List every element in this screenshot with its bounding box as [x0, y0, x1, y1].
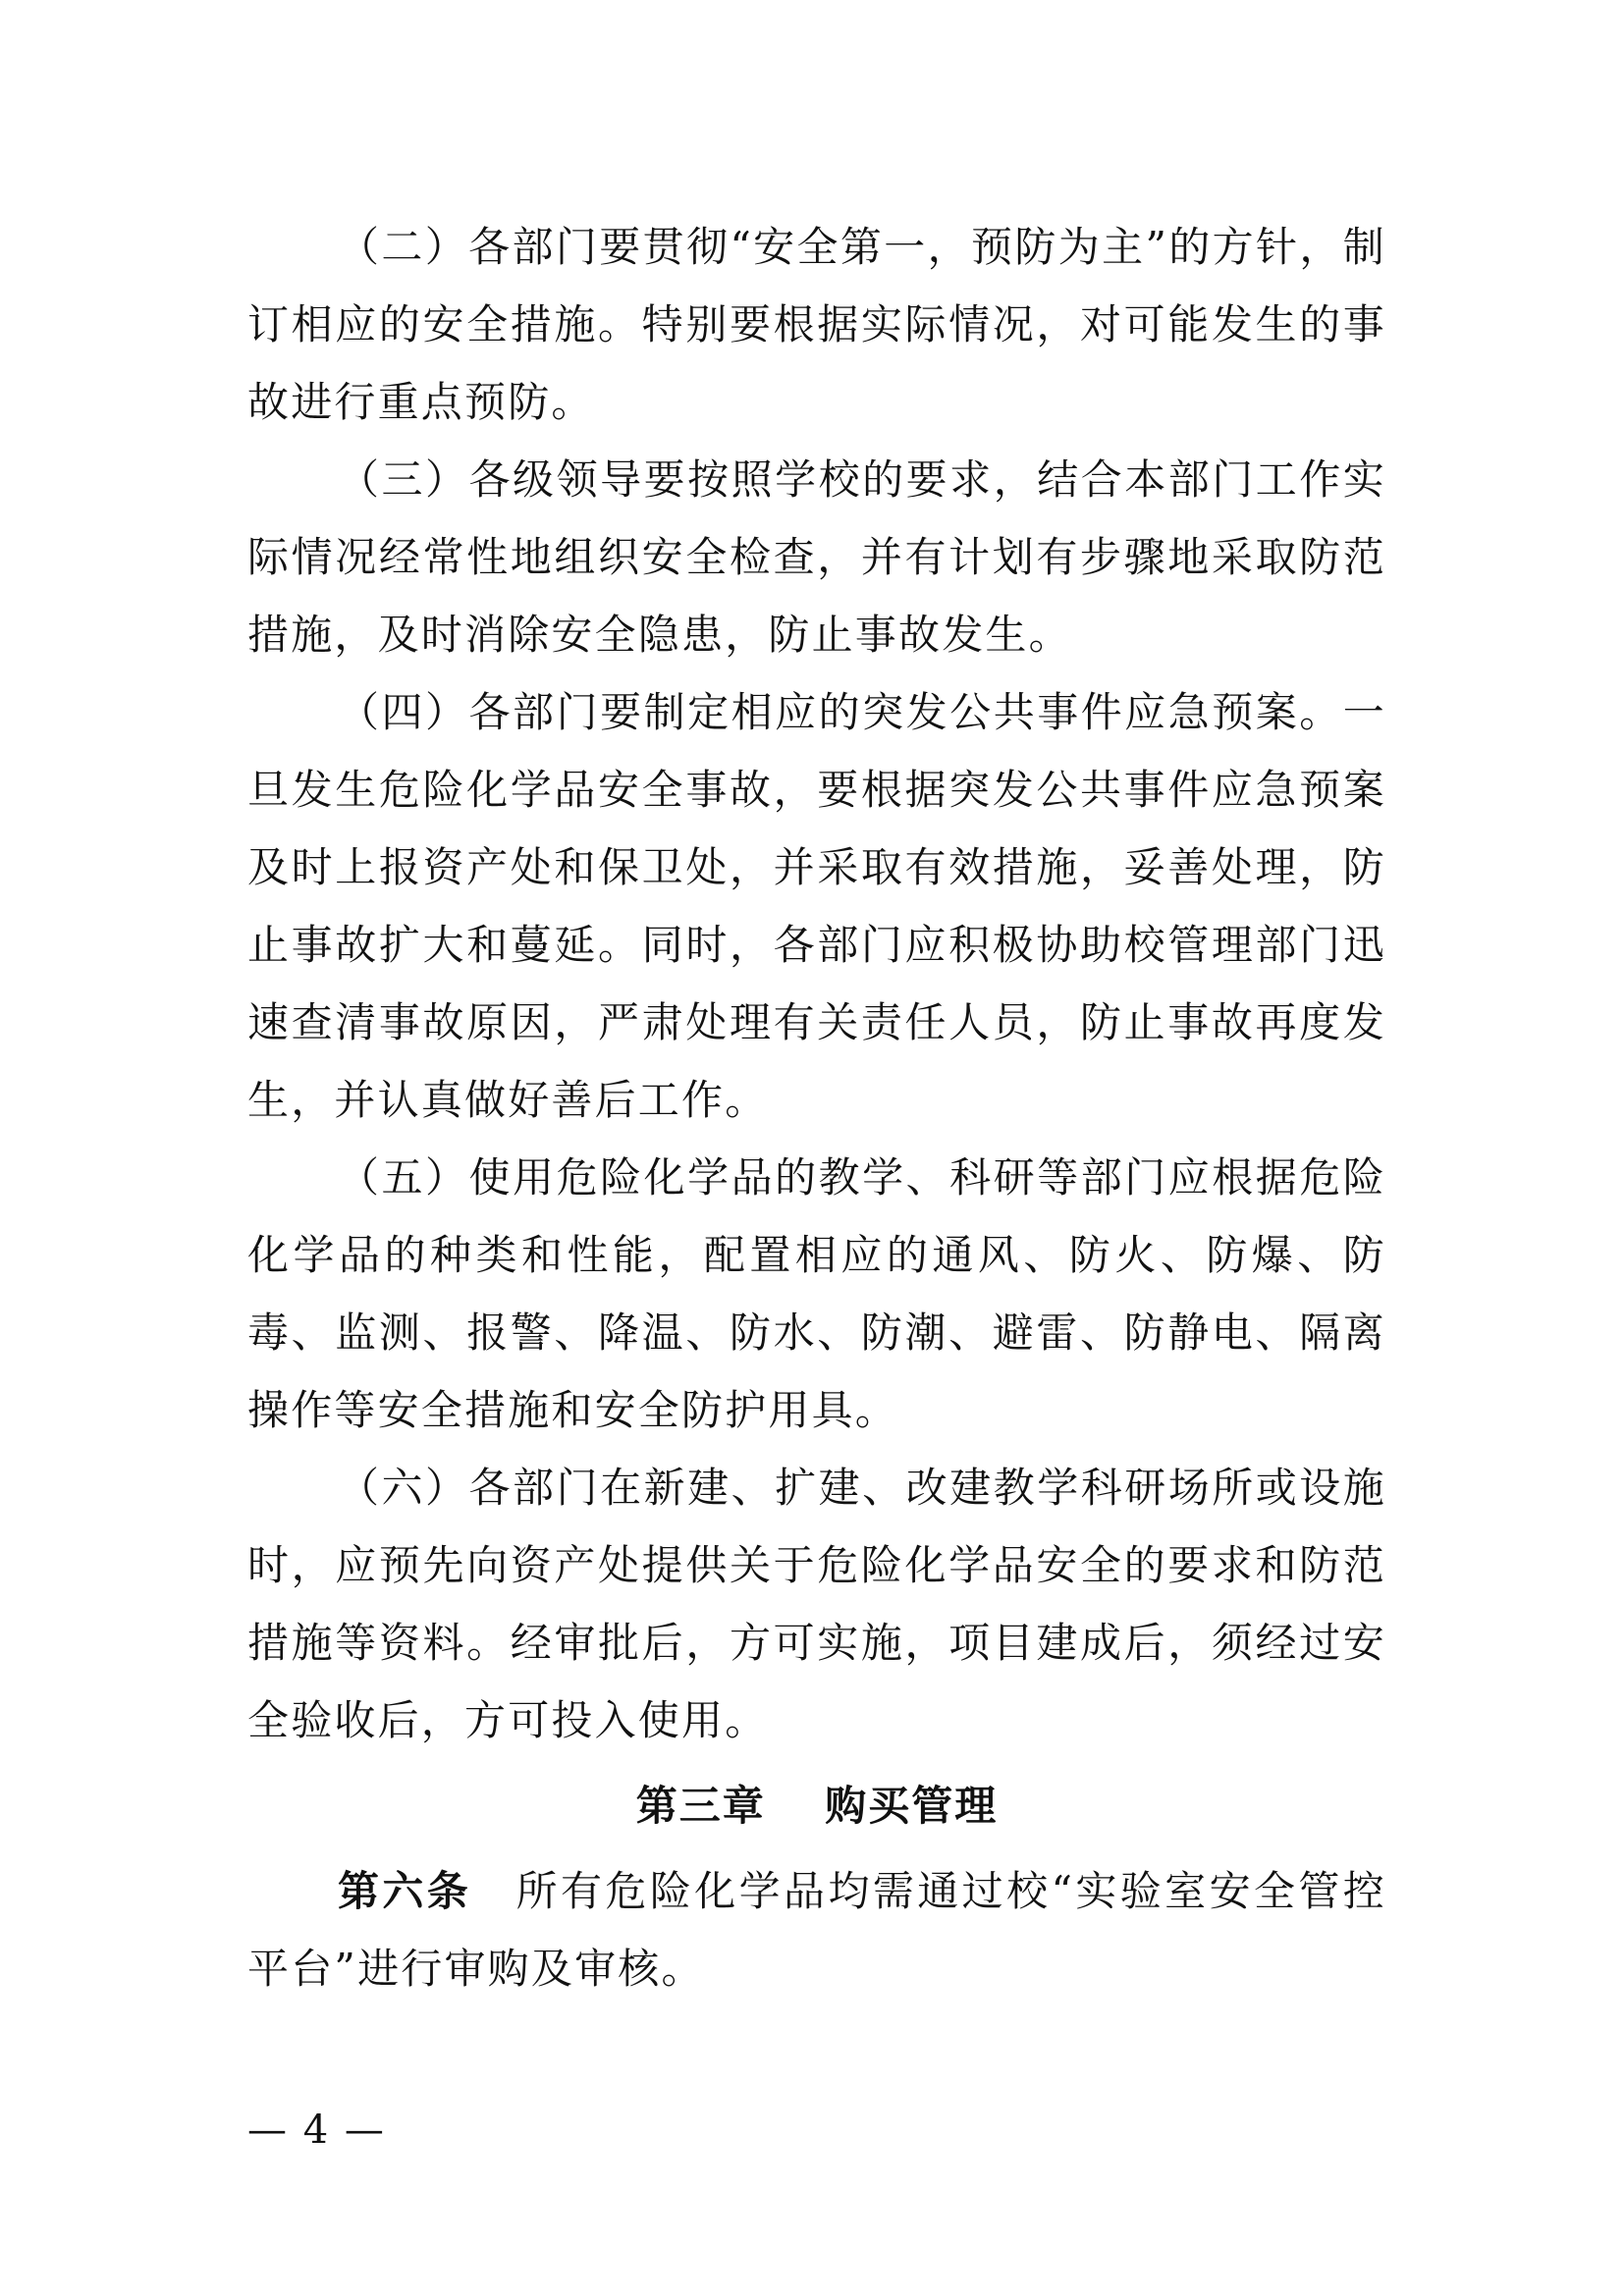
page-number: — 4 —	[247, 2108, 386, 2153]
paragraph-item-2: （二）各部门要贯彻“安全第一，预防为主”的方针，制订相应的安全措施。特别要根据实际情况，对可能发生的事故进行重点预防。	[247, 223, 1386, 426]
document-body	[247, 208, 1386, 2007]
chapter-title: 第三章 购买管理	[635, 1782, 999, 1830]
paragraph-item-4: （四）各部门要制定相应的突发公共事件应急预案。一旦发生危险化学品安全事故，要根据突发公共事件应急预案及时上报资产处和保卫处，并采取有效措施，妥善处理，防止事故扩大和蔓延。同时，各部门应积极协助校管理部门迅速查清事故原因，严肃处理有关责任人员，防止事故再度发生，并认真做好善后工作。	[247, 688, 1386, 1124]
paragraph-item-3: （三）各级领导要按照学校的要求，结合本部门工作实际情况经常性地组织安全检查，并有计划有步骤地采取防范措施，及时消除安全隐患，防止事故发生。	[247, 455, 1386, 659]
article-six-body: 所有危险化学品均需通过校“实验室安全管控平台”进行审购及审核。	[247, 1867, 1386, 1993]
paragraph-item-6: （六）各部门在新建、扩建、改建教学科研场所或设施时，应预先向资产处提供关于危险化学品安全的要求和防范措施等资料。经审批后，方可实施，项目建成后，须经过安全验收后，方可投入使用。	[247, 1464, 1386, 1744]
article-six	[247, 1852, 1386, 2007]
paragraph-item-5: （五）使用危险化学品的教学、科研等部门应根据危险化学品的种类和性能，配置相应的通风、防火、防爆、防毒、监测、报警、降温、防水、防潮、避雷、防静电、隔离操作等安全措施和安全防护用具。	[247, 1153, 1386, 1434]
article-six-head: 第六条	[338, 1867, 472, 1915]
